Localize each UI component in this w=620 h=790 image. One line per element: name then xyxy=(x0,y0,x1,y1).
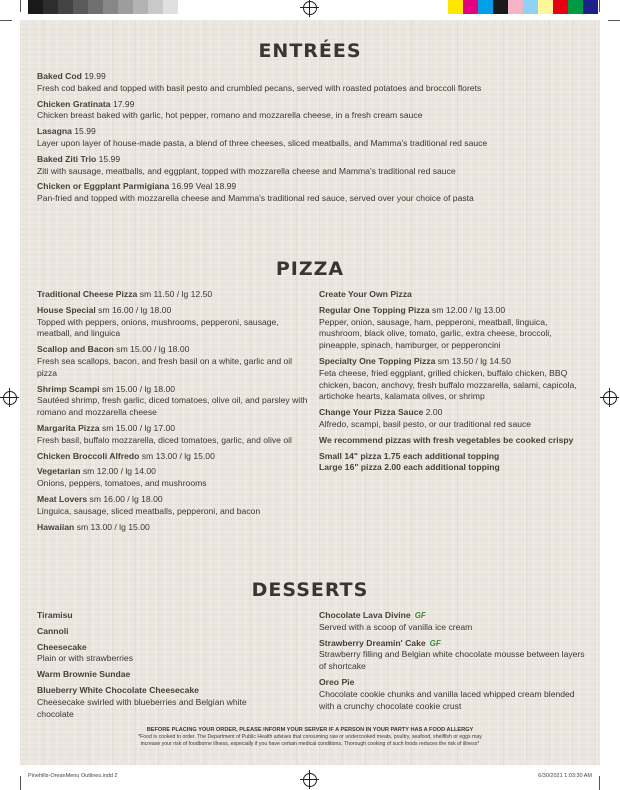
pizza-item-description: Fresh basil, buffalo mozzarella, diced tomatoes, garlic, and olive oil xyxy=(37,434,292,445)
pizza-item-name: Vegetarian xyxy=(37,466,81,477)
pizza-item-description: Sautéed shrimp, fresh garlic, diced tomatoes, olive oil, and parsley with romano and mozzarella cheese xyxy=(37,395,308,418)
pizza-item-name: Traditional Cheese Pizza xyxy=(37,289,138,299)
entree-item-name: Chicken Gratinata xyxy=(37,98,111,109)
pizza-item xyxy=(37,451,309,463)
color-swatch xyxy=(583,0,598,14)
pizza-item xyxy=(37,522,309,534)
entree-item-description: Ziti with sausage, meatballs, and eggplant, topped with mozzarella cheese and Mamma's traditional red sauce xyxy=(37,165,456,176)
desserts-heading: DESSERTS xyxy=(251,579,369,601)
dessert-item-name: Warm Brownie Sundae xyxy=(37,669,131,680)
create-your-own-list xyxy=(319,305,591,431)
dessert-item-name: Strawberry Dreamin' Cake xyxy=(319,637,426,648)
crop-mark xyxy=(608,20,620,21)
color-swatch xyxy=(58,0,73,14)
color-swatch xyxy=(463,0,478,14)
dessert-item-name: Cannoli xyxy=(37,625,69,636)
allergy-line-1: *Food is cooked to order. The Department of Public Health advises that consuming raw or undercooked meats, poultry, seafood, shellfish or eggs may xyxy=(138,734,482,741)
entree-item xyxy=(37,181,557,205)
pizza-option-name: Change Your Pizza Sauce xyxy=(319,407,424,418)
dessert-item-name: Cheesecake xyxy=(37,641,87,652)
dessert-item xyxy=(37,642,282,666)
pizza-option-name: Regular One Topping Pizza xyxy=(319,304,430,315)
entree-item-description: Fresh cod baked and topped with basil pesto and crumbled pecans, served with roasted potatoes and broccoli florets xyxy=(37,82,482,93)
pizza-option xyxy=(319,305,591,352)
color-swatch xyxy=(133,0,148,14)
registration-mark-top xyxy=(303,1,317,15)
registration-mark-left xyxy=(3,391,17,405)
color-swatch xyxy=(553,0,568,14)
color-swatch xyxy=(28,0,43,14)
grayscale-color-bar xyxy=(28,0,178,14)
allergy-headline: BEFORE PLACING YOUR ORDER, PLEASE INFORM YOUR SERVER IF A PERSON IN YOUR PARTY HAS A FOOD ALLERGY xyxy=(146,727,474,733)
pizza-item xyxy=(37,344,309,379)
print-timestamp: 6/30/2021 1:03:30 AM xyxy=(538,773,592,779)
pizza-item-price: sm 11.50 / lg 12.50 xyxy=(139,289,213,299)
dessert-item-description: Plain or with strawberries xyxy=(37,653,133,664)
pizza-option-description: Pepper, onion, sausage, ham, pepperoni, meatball, linguica, mushroom, black olive, tomato, garlic, extra cheese, broccoli, pineapple, spinach, hamburger, or pepperoncini xyxy=(319,316,552,351)
dessert-item-description: Strawberry filling and Belgian white chocolate mousse between layers of shortcake xyxy=(319,649,585,672)
pizza-item-name: Scallop and Bacon xyxy=(37,344,114,355)
pizza-item xyxy=(37,423,309,447)
pizza-option-description: Feta cheese, fried eggplant, grilled chicken, buffalo chicken, BBQ chicken, bacon, anchovy, fresh buffalo mozzarella, salami, capicola, artichoke hearts, kalamata olives, or shrimp xyxy=(319,367,577,402)
dessert-item xyxy=(37,626,282,638)
gluten-free-badge: GF xyxy=(429,638,441,648)
color-swatch xyxy=(538,0,553,14)
pizza-heading: PIZZA xyxy=(275,258,345,280)
color-swatch xyxy=(88,0,103,14)
allergy-line-2: increase your risk of foodborne illness, especially if you have certain medical conditions. Thorough cooking of such foods reduces the risk of illness* xyxy=(140,741,480,748)
dessert-item xyxy=(37,610,282,622)
allergy-notice xyxy=(20,727,600,749)
pizza-item-description: Linguica, sausage, sliced meatballs, pepperoni, and bacon xyxy=(37,505,261,516)
pizza-left-column xyxy=(37,289,309,537)
pizza-option-description: Alfredo, scampi, basil pesto, or our traditional red sauce xyxy=(319,418,532,429)
entree-item-name: Chicken or Eggplant Parmigiana xyxy=(37,181,170,192)
pizza-item-price: sm 13.00 / lg 15.00 xyxy=(141,450,215,461)
entree-item-price: 16.99 Veal 18.99 xyxy=(171,181,237,192)
entree-item xyxy=(37,126,557,150)
color-swatch xyxy=(73,0,88,14)
entree-item-description: Layer upon layer of house-made pasta, a blend of three cheeses, sliced meatballs, and Mamma's traditional red sauce xyxy=(37,137,488,148)
entree-item-description: Chicken breast baked with garlic, hot pepper, romano and mozzarella cheese, in a fresh cream sauce xyxy=(37,110,423,121)
pizza-option-price: 2.00 xyxy=(425,407,443,418)
pizza-item-price: sm 12.00 / lg 14.00 xyxy=(82,466,156,477)
dessert-item-name: Blueberry White Chocolate Cheesecake xyxy=(37,684,199,695)
color-swatch xyxy=(118,0,133,14)
pizza-item-description: Topped with peppers, onions, mushrooms, pepperoni, sausage, meatball, and linguica xyxy=(37,316,279,339)
entree-item-description: Pan-fried and topped with mozzarella cheese and Mamma's traditional red sauce, served over your choice of pasta xyxy=(37,193,474,204)
pizza-item xyxy=(37,494,309,518)
crop-mark xyxy=(20,776,21,790)
color-swatch xyxy=(148,0,163,14)
crop-mark xyxy=(599,0,600,12)
pizza-item xyxy=(37,466,309,490)
dessert-item-description: Served with a scoop of vanilla ice cream xyxy=(319,621,473,632)
dessert-item-description: Chocolate cookie chunks and vanilla laced whipped cream blended with a crunchy chocolate cookie crust xyxy=(319,688,575,711)
pizza-item-description: Onions, peppers, tomatoes, and mushrooms xyxy=(37,478,207,489)
topping-small: Small 14" pizza 1.75 each additional topping xyxy=(319,450,500,461)
pizza-item xyxy=(37,289,309,301)
topping-large: Large 16" pizza 2.00 each additional topping xyxy=(319,462,500,473)
pizza-option xyxy=(319,407,591,431)
pizza-item-description: Fresh sea scallops, bacon, and fresh basil on a white, garlic and oil pizza xyxy=(37,355,293,378)
color-swatch xyxy=(568,0,583,14)
color-swatch xyxy=(163,0,178,14)
dessert-item-name: Oreo Pie xyxy=(319,676,355,687)
pizza-option-name: Specialty One Topping Pizza xyxy=(319,355,436,366)
entrees-heading: ENTRÉES xyxy=(258,40,362,62)
registration-mark-bottom xyxy=(303,773,317,787)
crop-mark xyxy=(0,20,12,21)
file-info: Pinehills-OreanMenu Outlines.indd 2 xyxy=(28,773,118,779)
pizza-item-price: sm 16.00 / lg 18.00 xyxy=(98,304,172,315)
color-swatch xyxy=(508,0,523,14)
pizza-item-price: sm 15.00 / lg 18.00 xyxy=(116,344,190,355)
pizza-item xyxy=(37,305,309,340)
pizza-item-name: Chicken Broccoli Alfredo xyxy=(37,450,140,461)
entree-item-name: Lasagna xyxy=(37,126,72,137)
dessert-item xyxy=(319,638,591,673)
dessert-item xyxy=(319,677,591,712)
pizza-right-column xyxy=(319,289,591,474)
pizza-item-name: Meat Lovers xyxy=(37,493,88,504)
entrees-list xyxy=(37,71,557,209)
color-swatch xyxy=(478,0,493,14)
pizza-item xyxy=(37,384,309,419)
dessert-item xyxy=(319,610,591,634)
dessert-item-name: Tiramisu xyxy=(37,610,73,620)
pizza-option xyxy=(319,356,591,403)
color-swatch xyxy=(523,0,538,14)
color-swatch xyxy=(43,0,58,14)
entree-item-price: 19.99 xyxy=(84,71,106,81)
pizza-option-price: sm 13.50 / lg 14.50 xyxy=(437,355,511,366)
pizza-item-name: Hawaiian xyxy=(37,521,75,532)
color-swatch xyxy=(103,0,118,14)
entree-item-name: Baked Cod xyxy=(37,71,82,81)
pizza-item-price: sm 15.00 / lg 18.00 xyxy=(101,383,176,394)
create-your-own-heading: Create Your Own Pizza xyxy=(319,289,412,299)
dessert-item xyxy=(37,685,282,720)
registration-mark-right xyxy=(603,391,617,405)
pizza-option-price: sm 12.00 / lg 13.00 xyxy=(432,304,506,315)
entree-item-price: 17.99 xyxy=(112,98,135,109)
recommend-note: We recommend pizzas with fresh vegetables be cooked crispy xyxy=(319,434,574,445)
entree-item xyxy=(37,99,557,123)
crop-mark xyxy=(599,776,600,790)
gluten-free-badge: GF xyxy=(414,611,426,620)
entree-item-price: 15.99 xyxy=(74,126,96,137)
entree-item-name: Baked Ziti Trio xyxy=(37,153,97,164)
pizza-item-name: House Special xyxy=(37,304,96,315)
pizza-item-price: sm 16.00 / lg 18.00 xyxy=(89,493,163,504)
crop-mark xyxy=(20,0,21,12)
entree-item xyxy=(37,71,557,95)
pizza-item-name: Margarita Pizza xyxy=(37,422,100,433)
color-swatch xyxy=(448,0,463,14)
dessert-item xyxy=(37,669,282,681)
entree-item-price: 15.99 xyxy=(98,153,121,164)
pizza-item-price: sm 13.00 / lg 15.00 xyxy=(76,521,150,532)
desserts-left-column xyxy=(37,610,282,724)
desserts-right-column xyxy=(319,610,591,716)
dessert-item-name: Chocolate Lava Divine xyxy=(319,610,411,620)
dessert-item-description: Cheesecake swirled with blueberries and Belgian white chocolate xyxy=(37,696,247,719)
entree-item xyxy=(37,154,557,178)
pizza-item-name: Shrimp Scampi xyxy=(37,383,100,394)
pizza-item-price: sm 15.00 / lg 17.00 xyxy=(101,422,176,433)
cmyk-color-bar xyxy=(448,0,598,14)
color-swatch xyxy=(493,0,508,14)
